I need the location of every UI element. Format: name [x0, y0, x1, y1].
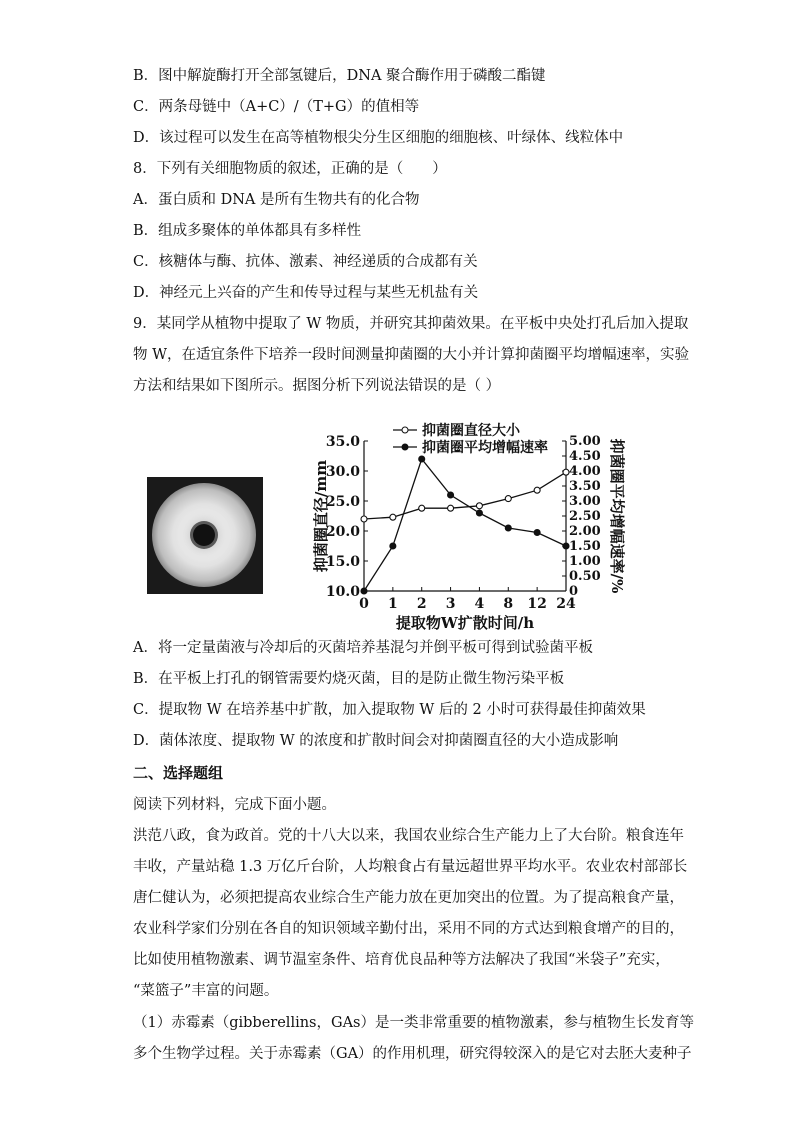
- series-line-1: [364, 459, 566, 591]
- y-tick-label-right: 3.50: [569, 479, 601, 494]
- q9-option-c: C．提取物 W 在培养基中扩散，加入提取物 W 后的 2 小时可获得最佳抑菌效果: [133, 702, 646, 718]
- passage-line: 阅读下列材料，完成下面小题。: [133, 797, 336, 813]
- legend-marker: [402, 444, 408, 450]
- y-axis-label-left: 抑菌圈直径/mm: [312, 459, 330, 573]
- q9-option-d: D．菌体浓度、提取物 W 的浓度和扩散时间会对抑菌圈直径的大小造成影响: [133, 733, 619, 749]
- q8-stem: 8．下列有关细胞物质的叙述，正确的是（ ）: [133, 161, 447, 177]
- y-tick-label-left: 30.0: [325, 464, 360, 480]
- passage-line: 唐仁健认为，必须把提高农业综合生产能力放在更加突出的位置。为了提高粮食产量，: [133, 890, 684, 906]
- y-tick-label-right: 1.00: [569, 554, 601, 569]
- x-tick-label: 0: [359, 596, 369, 612]
- y-tick-label-right: 4.00: [569, 464, 601, 479]
- q9-option-b: B．在平板上打孔的钢管需要灼烧灭菌，目的是防止微生物污染平板: [133, 671, 565, 687]
- passage-line: 农业科学家们分别在各自的知识领域辛勤付出，采用不同的方式达到粮食增产的目的，: [133, 921, 684, 937]
- y-tick-label-right: 4.50: [569, 449, 601, 464]
- passage-line: （1）赤霉素（gibberellins，GAs）是一类非常重要的植物激素，参与植物生长发育等: [133, 1015, 694, 1031]
- x-tick-label: 24: [556, 596, 576, 612]
- y-tick-label-right: 2.50: [569, 509, 601, 524]
- x-tick-label: 3: [445, 596, 456, 612]
- q9-stem-line-3: 方法和结果如下图所示。据图分析下列说法错误的是（ ）: [133, 378, 501, 394]
- data-point: [563, 469, 569, 475]
- data-point: [448, 505, 454, 511]
- q8-option-a: A．蛋白质和 DNA 是所有生物共有的化合物: [133, 192, 420, 208]
- series-line-0: [364, 472, 566, 519]
- y-tick-label-left: 25.0: [325, 494, 360, 510]
- line-chart: [300, 418, 650, 633]
- q8-option-d: D．神经元上兴奋的产生和传导过程与某些无机盐有关: [133, 285, 479, 301]
- passage-line: 洪范八政，食为政首。党的十八大以来，我国农业综合生产能力上了大台阶。粮食连年: [133, 828, 684, 844]
- q8-option-b: B．组成多聚体的单体都具有多样性: [133, 223, 362, 239]
- y-axis-label-right: 抑菌圈平均增幅速率/%: [608, 438, 626, 594]
- q9-stem-line-2: 物 W，在适宜条件下培养一段时间测量抑菌圈的大小并计算抑菌圈平均增幅速率，实验: [133, 347, 690, 363]
- passage-line: 多个生物学过程。关于赤霉素（GA）的作用机理，研究得较深入的是它对去胚大麦种子: [133, 1046, 692, 1062]
- x-axis-label: 提取物W扩散时间/h: [395, 614, 535, 632]
- x-tick-label: 4: [474, 596, 485, 612]
- data-point: [505, 525, 511, 531]
- legend-marker: [402, 427, 408, 433]
- q8-option-c: C．核糖体与酶、抗体、激素、神经递质的合成都有关: [133, 254, 478, 270]
- x-tick-label: 12: [527, 596, 547, 612]
- section-title: 二、选择题组: [133, 764, 224, 782]
- y-tick-label-right: 2.00: [569, 524, 601, 539]
- legend-label: 抑菌圈直径大小: [422, 423, 520, 439]
- data-point: [419, 456, 425, 462]
- q9-stem-line-1: 9．某同学从植物中提取了 W 物质，并研究其抑菌效果。在平板中央处打孔后加入提取: [133, 316, 689, 332]
- y-tick-label-right: 1.50: [569, 539, 601, 554]
- data-point: [534, 487, 540, 493]
- data-point: [476, 503, 482, 509]
- q7-option-d: D．该过程可以发生在高等植物根尖分生区细胞的细胞核、叶绿体、线粒体中: [133, 130, 624, 146]
- y-tick-label-left: 20.0: [325, 524, 360, 540]
- data-point: [361, 588, 367, 594]
- passage-line: “菜篮子”丰富的问题。: [133, 983, 279, 999]
- y-tick-label-left: 10.0: [325, 584, 360, 600]
- data-point: [419, 505, 425, 511]
- legend-label: 抑菌圈平均增幅速率: [422, 440, 548, 456]
- passage-line: 丰收，产量站稳 1.3 万亿斤台阶，人均粮食占有量远超世界平均水平。农业农村部部长: [133, 859, 688, 875]
- y-tick-label-left: 35.0: [325, 434, 360, 450]
- q7-option-c: C．两条母链中（A+C）/（T+G）的值相等: [133, 99, 420, 115]
- data-point: [505, 496, 511, 502]
- x-tick-label: 1: [387, 596, 398, 612]
- petri-dish-image: [147, 477, 263, 594]
- data-point: [361, 516, 367, 522]
- q9-option-a: A．将一定量菌液与冷却后的灭菌培养基混匀并倒平板可得到试验菌平板: [133, 640, 593, 656]
- data-point: [476, 510, 482, 516]
- y-tick-label-left: 15.0: [325, 554, 360, 570]
- x-tick-label: 8: [503, 596, 514, 612]
- x-tick-label: 2: [416, 596, 427, 612]
- data-point: [448, 492, 454, 498]
- data-point: [563, 543, 569, 549]
- data-point: [534, 530, 540, 536]
- q7-option-b: B．图中解旋酶打开全部氢键后，DNA 聚合酶作用于磷酸二酯键: [133, 68, 546, 84]
- y-tick-label-right: 0: [569, 584, 579, 599]
- y-tick-label-right: 0.50: [569, 569, 601, 584]
- y-tick-label-right: 3.00: [569, 494, 601, 509]
- data-point: [390, 543, 396, 549]
- data-point: [390, 514, 396, 520]
- passage-line: 比如使用植物激素、调节温室条件、培育优良品种等方法解决了我国“米袋子”充实，: [133, 952, 670, 968]
- y-tick-label-right: 5.00: [569, 434, 601, 449]
